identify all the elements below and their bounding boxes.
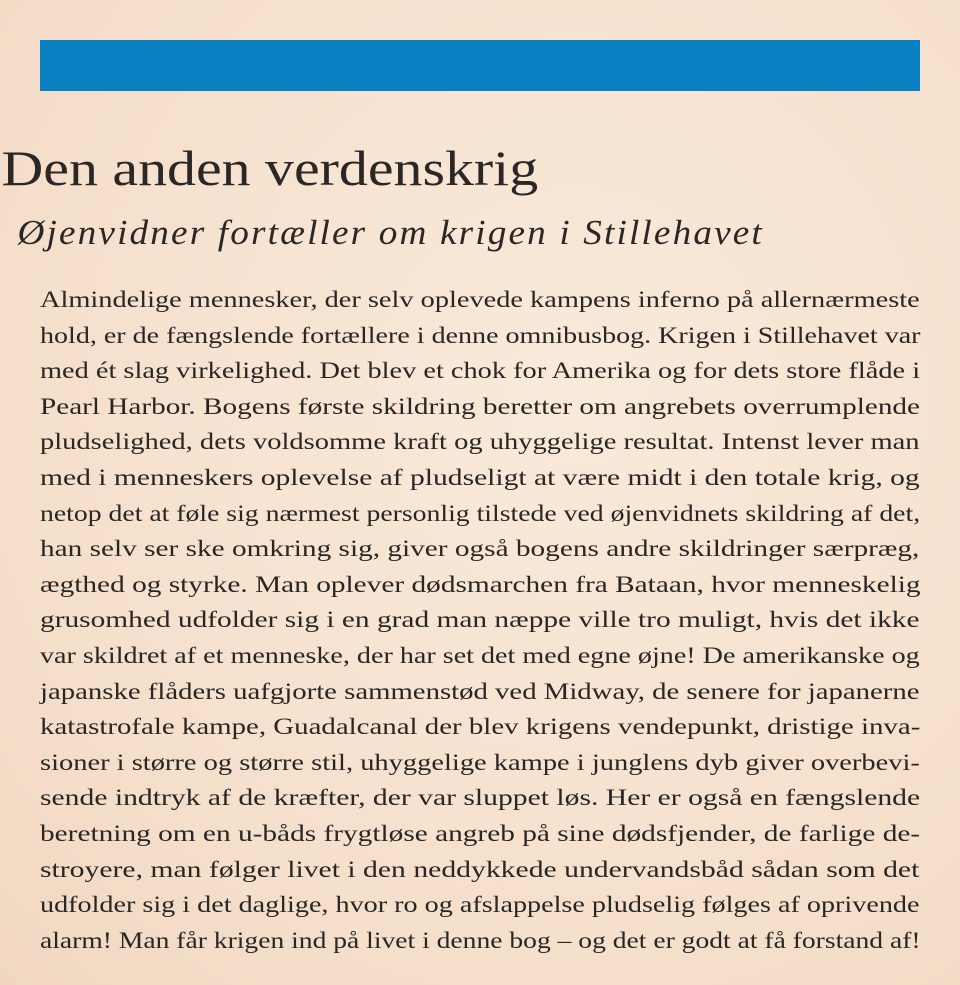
blurb-line: udfolder sig i det daglige, hvor ro og afslappelse pludselig følges af oprivende: [40, 892, 920, 918]
blurb-line: Pearl Harbor. Bogens første skildring beretter om angrebets overrumplende: [40, 393, 920, 419]
blurb-line: beretning om en u-båds frygtløse angreb på sine dødsfjender, de farlige de-: [40, 820, 921, 846]
blurb-line: katastrofale kampe, Guadalcanal der blev krigens vendepunkt, dristige inva-: [40, 714, 921, 740]
blurb-line: med i menneskers oplevelse af pludseligt at være midt i den totale krig, og: [40, 464, 920, 490]
blurb-line: pludselighed, dets voldsomme kraft og uhyggelige resultat. Intenst lever man: [40, 429, 920, 455]
blurb-line: alarm! Man får krigen ind på livet i denne bog – og det er godt at få forstand af!: [40, 927, 921, 953]
blurb-line: stroyere, man følger livet i den neddykkede undervandsbåd sådan som det: [40, 856, 920, 882]
book-title: Den anden verdenskrig: [1, 140, 539, 196]
blurb-text: [40, 282, 922, 958]
book-subtitle: Øjenvidner fortæller om krigen i Stillehavet: [17, 213, 764, 252]
blurb-line: japanske flåders uafgjorte sammenstød ved Midway, de senere for japanerne: [40, 678, 920, 704]
blurb-line: ægthed og styrke. Man oplever dødsmarchen fra Bataan, hvor menneskelig: [40, 571, 921, 597]
blurb-line: netop det at føle sig nærmest personlig tilstede ved øjenvidnets skildring af det,: [40, 500, 921, 526]
blurb-line: sioner i større og større stil, uhyggelige kampe i junglens dyb giver overbevi-: [40, 749, 920, 775]
blurb-line: med ét slag virkelighed. Det blev et chok for Amerika og for dets store flåde i: [40, 358, 921, 384]
blurb-line: var skildret af et menneske, der har set det med egne øjne! De amerikanske og: [40, 642, 920, 668]
blurb-line: han selv ser ske omkring sig, giver også bogens andre skildringer særpræg,: [40, 536, 920, 562]
blue-header-bar: [40, 40, 920, 91]
blurb-line: hold, er de fængslende fortællere i denne omnibusbog. Krigen i Stillehavet var: [40, 322, 921, 348]
blurb-line: grusomhed udfolder sig i en grad man næppe ville tro muligt, hvis det ikke: [40, 607, 920, 633]
blurb-line: Almindelige mennesker, der selv oplevede kampens inferno på allernærmeste: [40, 287, 920, 312]
blurb-line: sende indtryk af de kræfter, der var sluppet løs. Her er også en fængslende: [40, 785, 921, 811]
